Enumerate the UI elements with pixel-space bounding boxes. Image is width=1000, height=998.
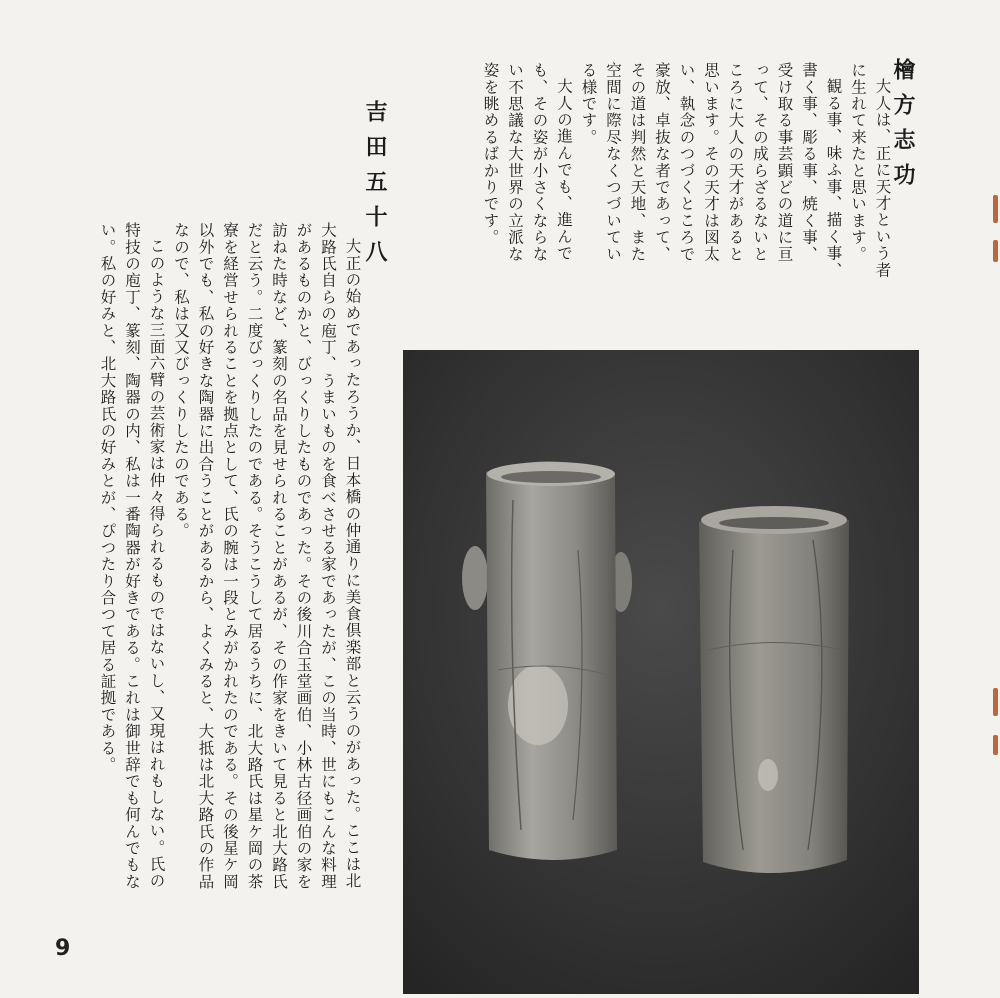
essay-left-para-1: 大正の始めであったろうか、日本橋の仲通りに美食倶楽部と云うのがあった。ここは北大路氏自らの庖丁、うまいものを食べさせる家であったが、この当時、世にもこんな料理があるものかと、びっくりしたものであった。その後川合玉堂画伯、小林古径画伯の家を訪ねた時など、篆刻の名品を見せられることがあるが、その作家をきいて見ると北大路氏だと云う。二度びっくりしたのである。そうこうして居るうちに、北大路氏は星ケ岡の茶寮を経営せられることを拠点として、氏の腕は一段とみがかれたのである。その後星ケ岡以外でも、私の好きな陶器に出合うことがあるから、よくみると、大抵は北大路氏の作品なので、私は又又びっくりしたのである。 xyxy=(172,222,362,890)
vase-illustration xyxy=(403,350,919,994)
binding-mark-2 xyxy=(993,240,998,262)
vase-photograph xyxy=(403,350,919,994)
essay-left xyxy=(95,222,365,898)
essay-right-para-2: 観る事、味ふ事、描く事、書く事、彫る事、焼く事、受け取る事芸顕どの道に亘って、その成らざるないところに大人の天才があると思います。その天才は図太い、執念のつづくところで豪放、卓抜な者であって、その道は判然と天地、また空間に際尽なくつづいている様です。 xyxy=(579,62,843,278)
binding-mark-4 xyxy=(993,735,998,755)
right-vase xyxy=(699,506,849,873)
binding-mark-3 xyxy=(993,688,998,716)
author-name-right: 檜方志功 xyxy=(890,58,916,198)
author-name-left: 吉田五十八 xyxy=(362,100,388,275)
essay-right xyxy=(478,62,895,278)
essay-right-para-1: 大人は、正に天才という者に生れて来たと思います。 xyxy=(849,62,892,278)
essay-left-para-2: このような三面六臂の芸術家は仲々得られるものではないし、又現はれもしない。氏の特技の庖丁、篆刻、陶器の内、私は一番陶器が好きである。これは御世辞でも何んでもない。私の好みと、北大路氏の好みとが、ぴつたり合つて居る証拠である。 xyxy=(98,222,166,890)
essay-right-para-3: 大人の進んでも、進んでも、その姿が小さくならない不思議な大世界の立派な姿を眺めるばかりです。 xyxy=(481,62,573,263)
binding-mark-1 xyxy=(993,195,998,223)
page-number: 9 xyxy=(55,936,71,961)
